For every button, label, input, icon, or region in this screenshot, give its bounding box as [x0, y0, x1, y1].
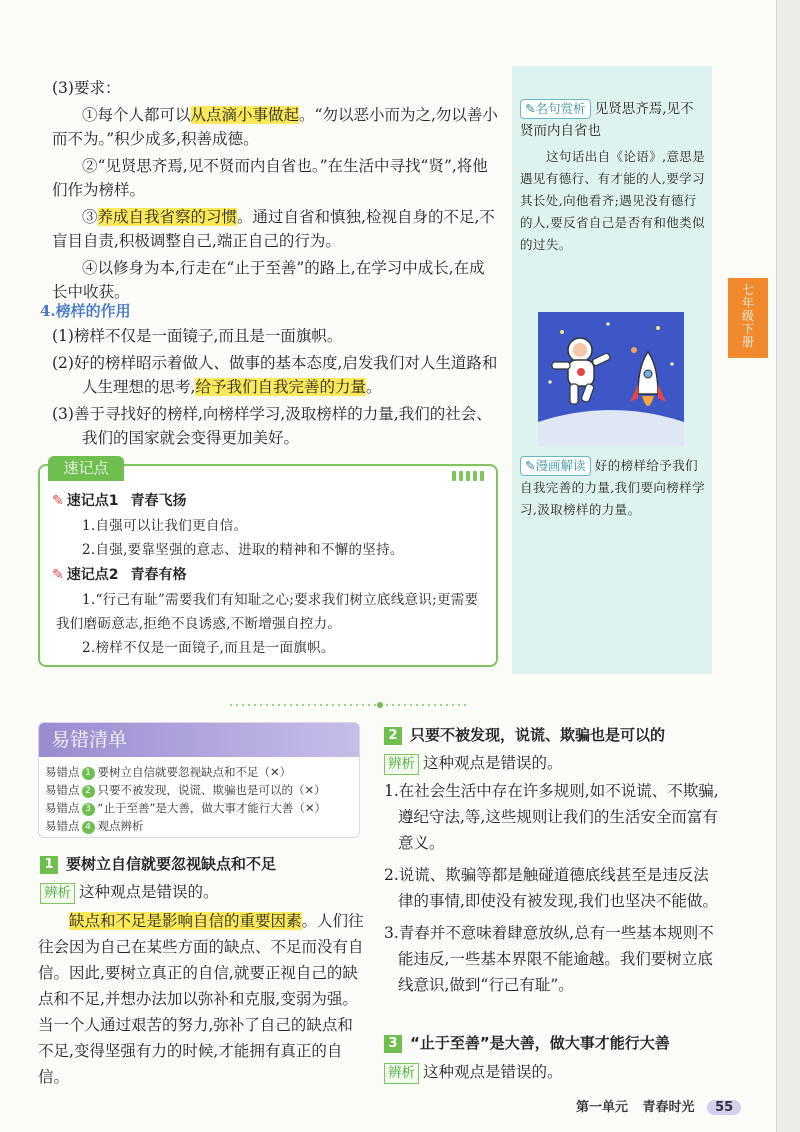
astronaut-comic [538, 312, 684, 446]
error-1-verdict: 辨析 这种观点是错误的。 [40, 880, 219, 905]
grade-tab: 七 年 级 下 册 [728, 278, 768, 358]
requirement-item: ④以修身为本,行走在“止于至善”的路上,在学习中成长,在成长中收获。 [52, 258, 485, 301]
error-2-heading: 2 只要不被发现，说谎、欺骗也是可以的 [384, 724, 665, 745]
error-2-body [384, 778, 720, 1004]
requirement-item: ③养成自我省察的习惯。通过自省和慎独,检视自身的不足,不盲目自责,积极调整自己,端正自己的行为。 [52, 207, 495, 250]
section-separator [230, 700, 470, 710]
quote-tag-icon: ✎ [525, 101, 536, 116]
memo-decoration [452, 466, 488, 476]
error-1-heading: 1 要树立自信就要忽视缺点和不足 [40, 853, 276, 874]
comic-tag-icon: ✎ [525, 458, 536, 473]
quote-text: 见贤思齐焉,见不贤而内自省也 [520, 101, 694, 139]
comic-note: 好的榜样给予我们自我完善的力量,我们要向榜样学习,汲取榜样的力量。 [520, 458, 705, 517]
error-2-point: 3.青春并不意味着肆意放纵,总有一些基本规则不能违反,一些基本界限不能逾越。我们要树立底线意识,做到“行己有耻”。 [384, 924, 714, 994]
error-list-item: 易错点 2 只要不被发现，说谎、欺骗也是可以的（✕） [45, 783, 326, 797]
requirements-block [52, 76, 500, 305]
comic-note-block [520, 455, 706, 521]
requirements-heading: (3)要求： [52, 79, 121, 97]
memo-mark-icon: ✎ [52, 493, 64, 509]
memo-point-1-title: ✎ 速记点1 青春飞扬 [52, 493, 187, 509]
analysis-tag: 辨析 [384, 754, 419, 775]
error-3-heading: 3 “止于至善”是大善，做大事才能行大善 [384, 1032, 670, 1053]
section-title: 4.榜样的作用 [40, 302, 131, 320]
error-list-title: 易错清单 [39, 723, 359, 757]
memo-point-2-title: ✎ 速记点2 青春有格 [52, 567, 187, 583]
error-list-item: 易错点 1 要树立自信就要忽视缺点和不足（✕） [45, 765, 292, 779]
comic-tag: ✎漫画解读 [520, 456, 591, 476]
analysis-tag: 辨析 [40, 883, 75, 904]
role-item: (2)好的榜样昭示着做人、做事的基本态度,启发我们对人生道路和人生理想的思考,给予我们自我完善的力量。 [52, 353, 498, 396]
footer-unit: 第一单元 [576, 1100, 629, 1115]
memo-line: 2.榜样不仅是一面镜子,而且是一面旗帜。 [82, 640, 335, 656]
memo-line: 2.自强,要靠坚强的意志、进取的精神和不懈的坚持。 [82, 542, 404, 558]
analysis-tag: 辨析 [384, 1063, 419, 1084]
role-list [52, 324, 500, 453]
error-2-verdict: 辨析 这种观点是错误的。 [384, 751, 563, 776]
role-item: (1)榜样不仅是一面镜子,而且是一面旗帜。 [52, 327, 343, 345]
page-footer [576, 1096, 741, 1115]
error-list-item: 易错点 3 “止于至善”是大善，做大事才能行大善（✕） [45, 801, 327, 815]
quote-note: 这句话出自《论语》,意思是遇见有德行、有才能的人,要学习其长处,向他看齐;遇见没有德行的人,要反省自己是否有和他类似的过失。 [520, 149, 706, 252]
requirement-item: ①每个人都可以从点滴小事做起。“勿以恶小而为之,勿以善小而不为。”积少成多,积善成德。 [52, 105, 498, 148]
page-number: 55 [707, 1100, 741, 1115]
memo-line: 1.自强可以让我们更自信。 [82, 518, 248, 534]
memo-line: 1.“行己有耻”需要我们有知耻之心;要求我们树立底线意识;更需要我们磨砺意志,拒绝不良诱惑,不断增强自控力。 [56, 592, 479, 632]
error-list-item: 易错点 4 观点辨析 [45, 819, 144, 833]
error-list-box [38, 722, 360, 838]
page-edge [776, 0, 800, 1132]
error-3-verdict: 辨析 这种观点是错误的。 [384, 1060, 563, 1085]
error-1-body: 缺点和不足是影响自信的重要因素。人们往往会因为自己在某些方面的缺点、不足而没有自信。因此,要树立真正的自信,就要正视自己的缺点和不足,并想办法加以弥补和克服,变弱为强。当一个人通过艰苦的努力,弥补了自己的缺点和不足,变得坚强有力的时候,才能拥有真正的自信。 [38, 912, 364, 1086]
error-2-point: 2.说谎、欺骗等都是触碰道德底线甚至是违反法律的事情,即使没有被发现,我们也坚决不能做。 [384, 866, 718, 910]
memo-tab: 速记点 [48, 456, 124, 481]
quote-tag: ✎名句赏析 [520, 99, 591, 119]
requirement-item: ②“见贤思齐焉,见不贤而内自省也。”在生活中寻找“贤”,将他们作为榜样。 [52, 156, 488, 199]
memo-mark-icon: ✎ [52, 567, 64, 583]
quote-block [520, 98, 706, 142]
error-2-point: 1.在社会生活中存在许多规则,如不说谎、不欺骗,遵纪守法,等,这些规则让我们的生活安全而富有意义。 [384, 782, 719, 852]
footer-name: 青春时光 [642, 1100, 695, 1115]
role-item: (3)善于寻找好的榜样,向榜样学习,汲取榜样的力量,我们的社会、我们的国家就会变得更加美好。 [52, 404, 492, 447]
